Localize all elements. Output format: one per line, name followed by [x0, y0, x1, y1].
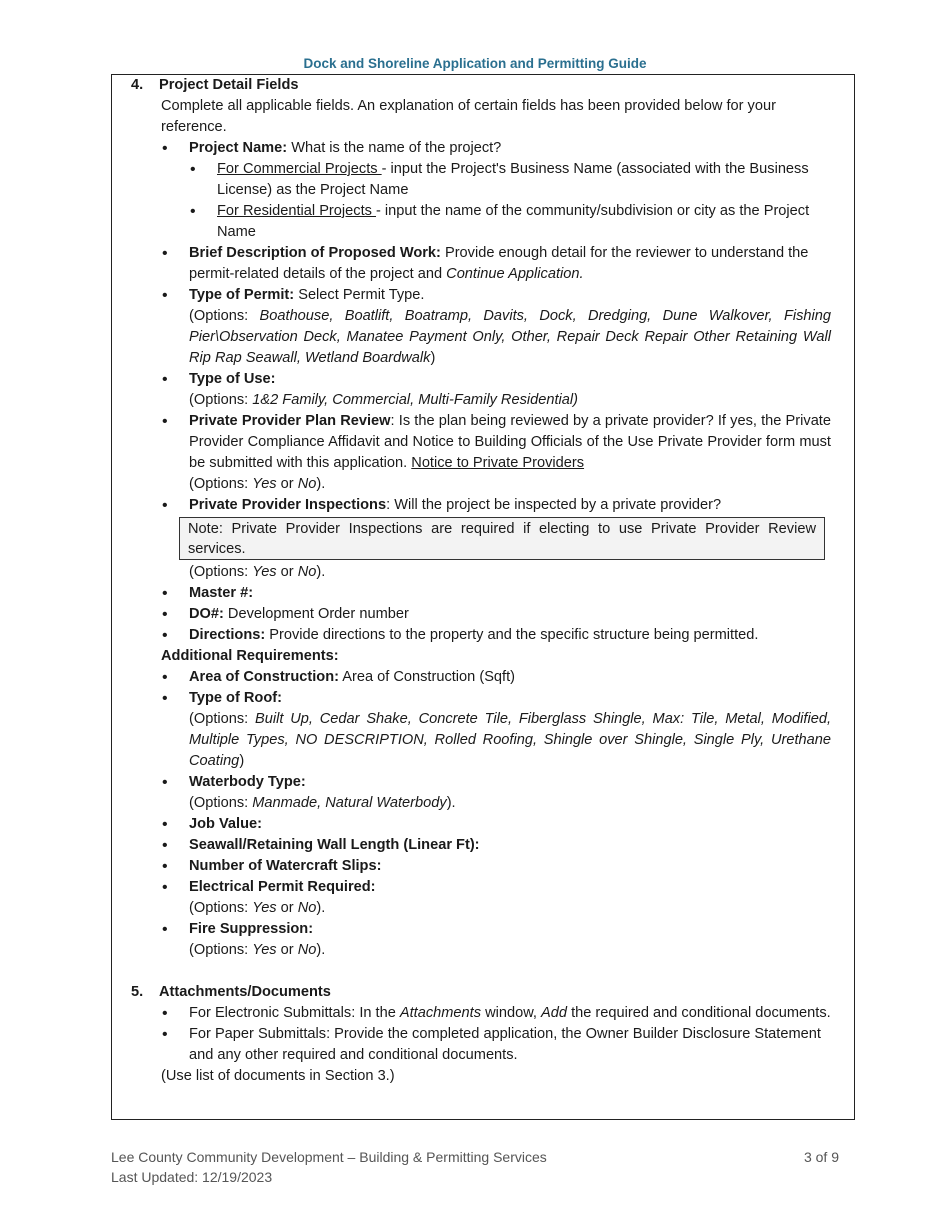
option-no: No	[297, 900, 317, 916]
option-no: No	[297, 476, 317, 492]
options-prefix: (Options:	[189, 308, 260, 324]
field-label: Electrical Permit Required:	[189, 879, 376, 895]
page-number: 3 of 9	[803, 1149, 839, 1165]
field-text: : Is the plan being reviewed by a private provider? If yes, the Private Provider Compliance Affidavit and Notice to Building Officials of the Use Private Provider form must be submitted with this application.	[189, 413, 831, 471]
list-item	[161, 856, 831, 877]
additional-list	[161, 667, 831, 961]
field-text: Area of Construction (Sqft)	[339, 669, 516, 685]
options-prefix: (Options:	[189, 392, 253, 408]
field-text: Select Permit Type.	[294, 287, 425, 303]
field-label: Directions:	[189, 627, 266, 643]
list-item	[161, 285, 831, 369]
list-item	[161, 877, 831, 919]
list-item	[161, 604, 831, 625]
options-text: Manmade, Natural Waterbody	[252, 795, 447, 811]
field-label: Type of Use:	[189, 371, 276, 387]
field-text: Development Order number	[223, 606, 409, 622]
document-title: Dock and Shoreline Application and Permitting Guide	[303, 56, 647, 71]
notice-link[interactable]: Notice to Private Providers	[411, 455, 585, 471]
attachments-list	[161, 1003, 831, 1066]
list-item	[161, 138, 831, 243]
options-prefix: (Options:	[189, 564, 253, 580]
list-item	[189, 159, 831, 201]
field-label: Type of Permit:	[189, 287, 295, 303]
list-item	[161, 243, 831, 285]
section-5-body	[131, 1003, 831, 1087]
options-suffix: )	[239, 753, 245, 769]
field-label: Job Value:	[189, 816, 262, 832]
option-or: or	[276, 942, 298, 958]
field-label: Number of Watercraft Slips:	[189, 858, 382, 874]
field-text: What is the name of the project?	[287, 140, 502, 156]
field-list	[161, 138, 831, 646]
list-item	[189, 201, 831, 243]
section-5-heading	[131, 982, 831, 1003]
list-item	[161, 688, 831, 772]
section-title: Project Detail Fields	[159, 77, 299, 93]
options-prefix: (Options:	[189, 900, 253, 916]
section-intro: Complete all applicable fields. An explanation of certain fields has been provided below for your reference.	[161, 98, 776, 135]
list-item	[161, 772, 831, 814]
field-label: Type of Roof:	[189, 690, 282, 706]
field-label: Waterbody Type:	[189, 774, 306, 790]
options-prefix: (Options:	[189, 476, 253, 492]
field-text: : Will the project be inspected by a private provider?	[386, 497, 722, 513]
item-emph: Add	[541, 1005, 568, 1021]
options-text: Built Up, Cedar Shake, Concrete Tile, Fiberglass Shingle, Max: Tile, Metal, Modified, Multiple Types, NO DESCRIPTION, Rolled Roofing, Shingle over Shingle, Single Ply, Urethane Coating	[189, 711, 832, 769]
options-prefix: (Options:	[189, 711, 256, 727]
list-item	[161, 814, 831, 835]
note-box: Note: Private Provider Inspections are required if electing to use Private Provider Review services.	[179, 517, 825, 560]
section-note: (Use list of documents in Section 3.)	[161, 1068, 395, 1084]
list-item	[161, 411, 831, 495]
options-suffix: ).	[316, 564, 326, 580]
list-item	[161, 1003, 831, 1024]
option-or: or	[276, 564, 298, 580]
options-text: 1&2 Family, Commercial, Multi-Family Residential)	[252, 392, 578, 408]
footer-updated: Last Updated: 12/19/2023	[111, 1169, 273, 1185]
section-4-body	[131, 96, 831, 961]
item-text: For Electronic Submittals: In the	[189, 1005, 400, 1021]
list-item	[161, 919, 831, 961]
option-yes: Yes	[252, 564, 277, 580]
list-item	[161, 369, 831, 411]
list-item	[161, 1024, 831, 1066]
field-text: - input the Project's Business Name (associated with the Business License) as the Project Name	[217, 161, 809, 198]
section-4-heading	[131, 75, 831, 96]
option-no: No	[297, 564, 317, 580]
options-suffix: ).	[446, 795, 456, 811]
list-item	[161, 667, 831, 688]
option-yes: Yes	[252, 476, 277, 492]
options-prefix: (Options:	[189, 795, 253, 811]
options-text: Boathouse, Boatlift, Boatramp, Davits, Dock, Dredging, Dune Walkover, Fishing Pier\Observation Deck, Manatee Payment Only, Other, Repair Deck Repair Other Retaining Wall Rip Rap Seawall, Wetland Boardwalk	[189, 308, 831, 366]
options-suffix: ).	[316, 476, 326, 492]
list-item	[161, 495, 831, 583]
options-suffix: ).	[316, 942, 326, 958]
sub-list	[189, 159, 831, 243]
field-label: Private Provider Plan Review	[189, 413, 391, 429]
field-label: Private Provider Inspections	[189, 497, 387, 513]
field-label: Seawall/Retaining Wall Length (Linear Ft):	[189, 837, 480, 853]
option-yes: Yes	[252, 900, 277, 916]
field-label: Project Name:	[189, 140, 288, 156]
field-label: Fire Suppression:	[189, 921, 314, 937]
field-label: Area of Construction:	[189, 669, 339, 685]
field-label: Master #:	[189, 585, 254, 601]
underlined-label: For Residential Projects	[217, 203, 376, 219]
option-or: or	[276, 476, 298, 492]
item-text: For Paper Submittals: Provide the completed application, the Owner Builder Disclosure Statement and any other required and conditional documents.	[189, 1026, 821, 1063]
item-text: window,	[481, 1005, 542, 1021]
section-number: 4.	[131, 77, 144, 93]
field-text: Provide directions to the property and the specific structure being permitted.	[265, 627, 759, 643]
options-prefix: (Options:	[189, 942, 253, 958]
option-no: No	[297, 942, 317, 958]
item-emph: Attachments	[399, 1005, 482, 1021]
spacer	[131, 961, 831, 982]
field-text: Provide enough detail for the reviewer to understand the permit-related details of the project and	[189, 245, 809, 282]
list-item	[161, 583, 831, 604]
options-suffix: ).	[316, 900, 326, 916]
option-or: or	[276, 900, 298, 916]
page-content	[131, 75, 831, 1087]
field-emph: Continue Application.	[446, 266, 584, 282]
additional-requirements-heading: Additional Requirements:	[161, 648, 339, 664]
list-item	[161, 625, 831, 646]
option-yes: Yes	[252, 942, 277, 958]
field-text: - input the name of the community/subdivision or city as the Project Name	[217, 203, 810, 240]
footer-org: Lee County Community Development – Building & Permitting Services	[111, 1149, 547, 1165]
item-text: the required and conditional documents.	[567, 1005, 831, 1021]
page-footer	[111, 1147, 839, 1187]
field-label: Brief Description of Proposed Work:	[189, 245, 441, 261]
options-suffix: )	[430, 350, 436, 366]
list-item	[161, 835, 831, 856]
section-number: 5.	[131, 984, 144, 1000]
field-label: DO#:	[189, 606, 224, 622]
section-title: Attachments/Documents	[159, 984, 331, 1000]
underlined-label: For Commercial Projects	[217, 161, 382, 177]
